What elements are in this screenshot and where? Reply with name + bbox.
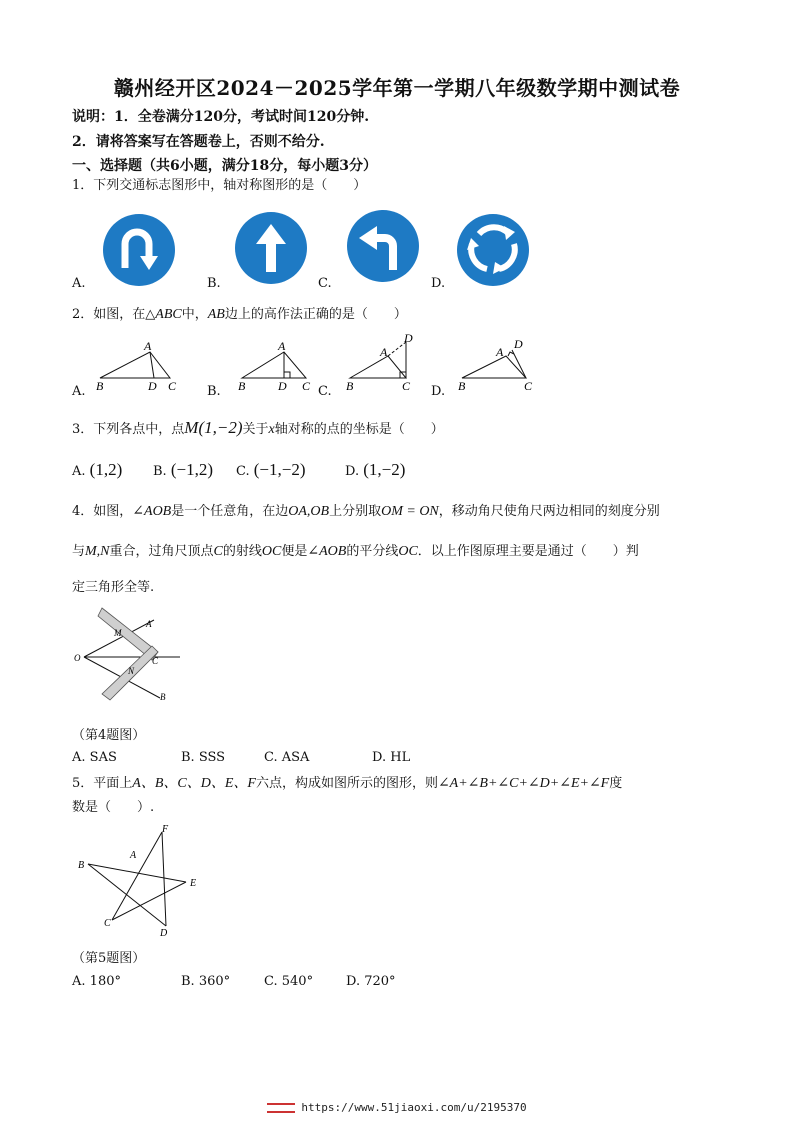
q2-option-d-label: D. (431, 384, 446, 399)
q2-figure-d (452, 334, 542, 396)
question-4-line-3: 定三角形全等. (72, 580, 155, 595)
svg-text:C: C (302, 379, 311, 393)
page-title: 赣州经开区2024－2025学年第一学期八年级数学期中测试卷 (113, 76, 681, 100)
question-5-line-1: 5．平面上A、B、C、D、E、F六点，构成如图所示的图形，则∠A+∠B+∠C+∠D+∠E+∠F度 (72, 776, 623, 791)
q1-option-c-label: C. (318, 276, 332, 291)
q1-option-b-label: B. (207, 276, 221, 291)
q4-angle-ruler-figure (72, 602, 184, 710)
q2-figure-c (340, 332, 420, 396)
roundabout-sign-icon (455, 212, 531, 288)
q5-figure-caption: （第5题图） (72, 951, 146, 966)
svg-text:B: B (160, 692, 166, 702)
svg-text:A: A (380, 345, 388, 359)
watermark-logo (267, 1103, 295, 1113)
svg-text:D: D (160, 928, 168, 939)
question-4-line-2: 与M,N重合，过角尺顶点C的射线OC便是∠AOB的平分线OC．以上作图原理主要是通过（ ）判 (72, 544, 639, 559)
svg-text:C: C (168, 379, 177, 393)
q5-option-c: C. 540° (264, 974, 314, 989)
q4-option-d: D. HL (372, 750, 411, 765)
svg-text:B: B (346, 379, 354, 393)
q1-option-d-label: D. (431, 276, 446, 291)
q4-option-b: B. SSS (181, 750, 226, 765)
svg-text:B: B (96, 379, 104, 393)
svg-text:D: D (404, 332, 413, 345)
q4-figure-caption: （第4题图） (72, 728, 146, 743)
u-turn-sign-icon (101, 212, 177, 288)
q3-option-b: B. (−1,2) (153, 460, 213, 479)
q2-option-c-label: C. (318, 384, 332, 399)
instructions-line-2: 2．请将答案写在答题卷上，否则不给分. (72, 134, 325, 150)
svg-text:A: A (144, 339, 152, 353)
svg-text:B: B (78, 860, 85, 871)
svg-text:N: N (128, 666, 135, 676)
svg-text:A: A (146, 619, 152, 629)
q5-star-figure (72, 820, 212, 942)
q2-figure-b (232, 338, 322, 396)
section-heading: 一、选择题（共6小题，满分18分，每小题3分） (72, 158, 377, 174)
svg-text:D: D (514, 337, 523, 351)
svg-text:A: A (496, 345, 504, 359)
question-1-stem: 1．下列交通标志图形中，轴对称图形的是（ ） (72, 178, 367, 193)
svg-text:E: E (190, 878, 197, 889)
q5-option-b: B. 360° (181, 974, 231, 989)
svg-text:C: C (524, 379, 533, 393)
svg-text:C: C (402, 379, 411, 393)
turn-left-sign-icon (345, 208, 421, 284)
svg-text:B: B (238, 379, 246, 393)
svg-text:F: F (162, 824, 169, 835)
q4-option-c: C. ASA (264, 750, 310, 765)
straight-ahead-sign-icon (233, 210, 309, 286)
svg-text:C: C (152, 656, 159, 666)
q5-option-a: A. 180° (72, 974, 121, 989)
q4-option-a: A. SAS (72, 750, 117, 765)
svg-text:C: C (104, 918, 111, 929)
question-3-stem: 3．下列各点中，点M(1,−2)关于x轴对称的点的坐标是（ ） (72, 418, 444, 437)
watermark-url: https://www.51jiaoxi.com/u/2195370 (301, 1101, 527, 1114)
svg-text:A: A (278, 339, 286, 353)
q2-option-a-label: A. (72, 384, 86, 399)
svg-text:O: O (74, 653, 81, 663)
footer-watermark (0, 1101, 794, 1114)
q5-option-d: D. 720° (346, 974, 396, 989)
q3-option-a: A. (1,2) (72, 460, 123, 479)
svg-text:A: A (130, 850, 137, 861)
svg-text:D: D (278, 379, 287, 393)
q1-option-a-label: A. (72, 276, 86, 291)
svg-text:D: D (148, 379, 157, 393)
q3-option-d: D. (1,−2) (345, 460, 406, 479)
instructions-line-1: 说明：1．全卷满分120分，考试时间120分钟. (72, 109, 370, 125)
svg-text:M: M (114, 628, 122, 638)
q2-option-b-label: B. (207, 384, 221, 399)
question-2-stem: 2．如图，在△ABC中，AB边上的高作法正确的是（ ） (72, 307, 407, 322)
svg-text:B: B (458, 379, 466, 393)
question-5-line-2: 数是（ ）. (72, 800, 155, 815)
question-4-line-1: 4．如图，∠AOB是一个任意角，在边OA,OB上分别取OM = ON，移动角尺使角尺两边相同的刻度分别 (72, 504, 660, 519)
q2-figure-a (90, 338, 190, 396)
q3-option-c: C. (−1,−2) (236, 460, 306, 479)
